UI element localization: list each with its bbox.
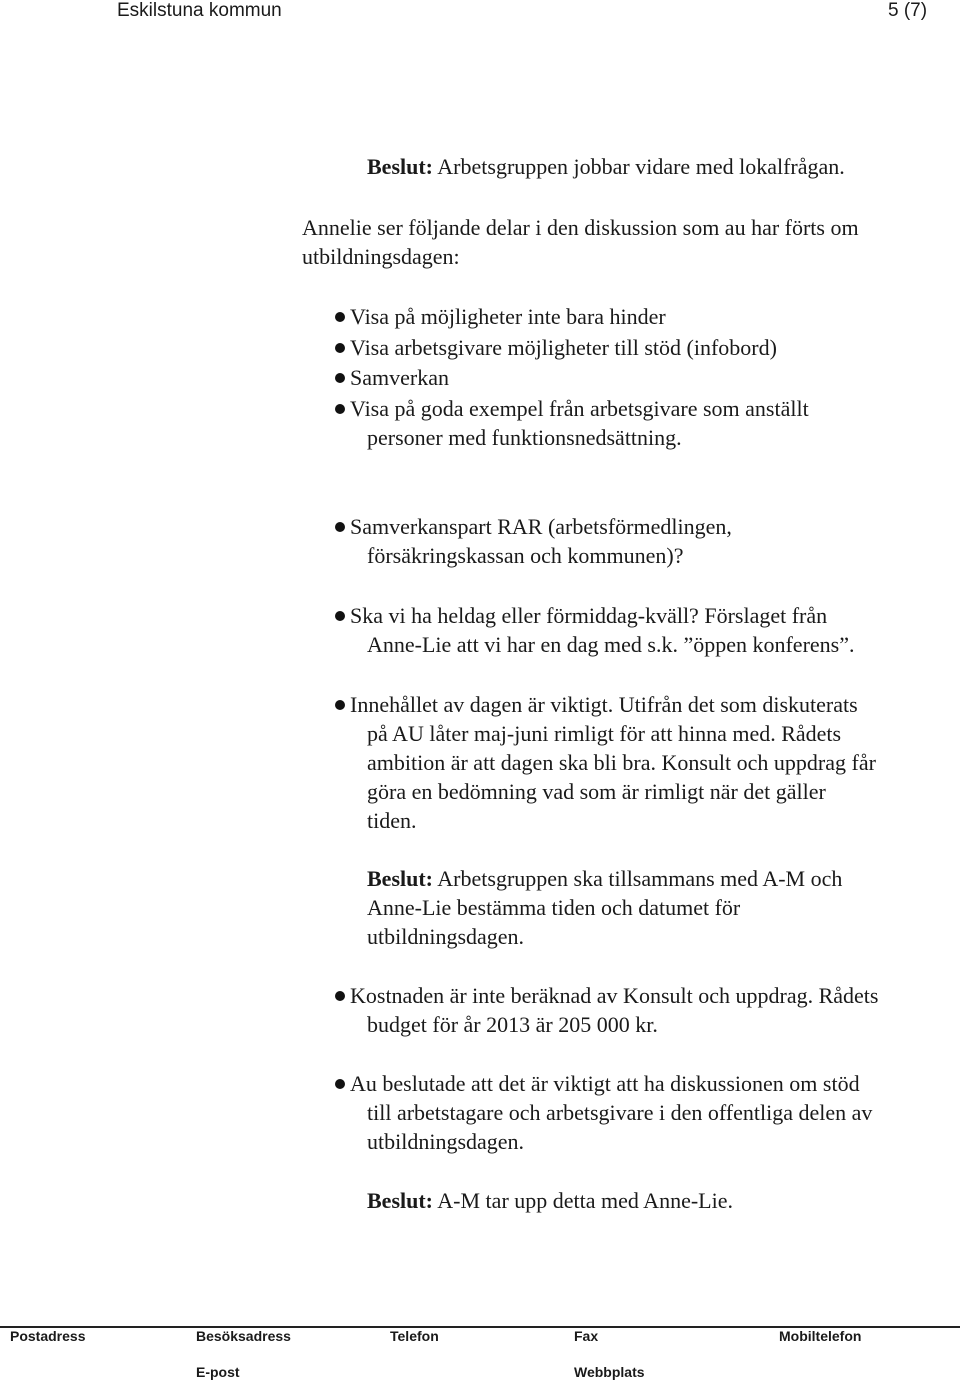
bullet-icon bbox=[335, 700, 345, 710]
list-item-day-line-2: Anne-Lie att vi har en dag med s.k. ”öppen konferens”. bbox=[367, 632, 855, 657]
footer-postadress: Postadress bbox=[10, 1328, 86, 1344]
decision-3 bbox=[367, 1186, 733, 1215]
header-page-number: 5 (7) bbox=[888, 0, 928, 21]
list-item-au-line-2: till arbetstagare och arbetsgivare i den offentliga delen av bbox=[367, 1100, 873, 1125]
bullet-icon bbox=[335, 611, 345, 621]
footer-fax: Fax bbox=[574, 1328, 599, 1344]
list-item: Samverkan bbox=[350, 365, 449, 390]
footer-mobiltelefon: Mobiltelefon bbox=[779, 1328, 862, 1344]
decision-text: A-M tar upp detta med Anne-Lie. bbox=[433, 1188, 733, 1213]
list-item-cost-line-2: budget för år 2013 är 205 000 kr. bbox=[367, 1012, 658, 1037]
footer-besoksadress: Besöksadress bbox=[196, 1328, 291, 1344]
list-item-content-line-2: på AU låter maj-juni rimligt för att hinna med. Rådets bbox=[367, 721, 842, 746]
list-item: Visa arbetsgivare möjligheter till stöd (infobord) bbox=[350, 335, 777, 360]
list-item-cost-line-1: Kostnaden är inte beräknad av Konsult och uppdrag. Rådets bbox=[350, 983, 879, 1008]
bullet-icon bbox=[335, 343, 345, 353]
bullet-icon bbox=[335, 404, 345, 414]
footer-webbplats: Webbplats bbox=[574, 1364, 645, 1380]
list-item: Visa på möjligheter inte bara hinder bbox=[350, 304, 666, 329]
list-item-content-line-5: tiden. bbox=[367, 808, 417, 833]
header-org: Eskilstuna kommun bbox=[117, 0, 282, 21]
intro-line-1: Annelie ser följande delar i den diskussion som au har förts om bbox=[302, 215, 859, 240]
list-item-au-line-1: Au beslutade att det är viktigt att ha diskussionen om stöd bbox=[350, 1071, 860, 1096]
decision-text: Arbetsgruppen jobbar vidare med lokalfrågan. bbox=[433, 154, 845, 179]
bullet-icon bbox=[335, 991, 345, 1001]
list-item-content-line-4: göra en bedömning vad som är rimligt när det gäller bbox=[367, 779, 826, 804]
list-item-day-text-b: Förslaget från bbox=[698, 603, 828, 628]
bullet-icon bbox=[335, 312, 345, 322]
list-item: Visa på goda exempel från arbetsgivare som anställt bbox=[350, 396, 809, 421]
list-item-continuation: personer med funktionsnedsättning. bbox=[367, 425, 682, 450]
bullet-icon bbox=[335, 373, 345, 383]
footer-epost: E-post bbox=[196, 1364, 240, 1380]
intro-line-2: utbildningsdagen: bbox=[302, 244, 460, 269]
decision-label: Beslut: bbox=[367, 1188, 433, 1213]
list-item-au-line-3: utbildningsdagen. bbox=[367, 1129, 525, 1154]
list-item-content-text-b: Utifrån det som diskuterats bbox=[613, 692, 858, 717]
bullet-icon bbox=[335, 522, 345, 532]
list-item-content-line-1 bbox=[350, 690, 858, 719]
list-item-content-text-a: Innehållet av dagen är viktigt. bbox=[350, 692, 614, 717]
list-item-rar-line-2: försäkringskassan och kommunen)? bbox=[367, 543, 684, 568]
decision-2-line-3: utbildningsdagen. bbox=[367, 924, 525, 949]
list-item-rar-line-1: Samverkanspart RAR (arbetsförmedlingen, bbox=[350, 514, 732, 539]
bullet-icon bbox=[335, 1079, 345, 1089]
decision-1 bbox=[367, 152, 845, 181]
decision-text: Arbetsgruppen ska tillsammans med A-M och bbox=[433, 866, 843, 891]
decision-label: Beslut: bbox=[367, 154, 433, 179]
decision-label: Beslut: bbox=[367, 866, 433, 891]
list-item-day-line-1 bbox=[350, 601, 827, 630]
decision-2-line-1 bbox=[367, 864, 842, 893]
list-item-day-text-a: Ska vi ha heldag eller förmiddag-kväll? bbox=[350, 603, 699, 628]
decision-2-line-2: Anne-Lie bestämma tiden och datumet för bbox=[367, 895, 741, 920]
footer-telefon: Telefon bbox=[390, 1328, 439, 1344]
list-item-content-line-3: ambition är att dagen ska bli bra. Konsult och uppdrag får bbox=[367, 750, 876, 775]
